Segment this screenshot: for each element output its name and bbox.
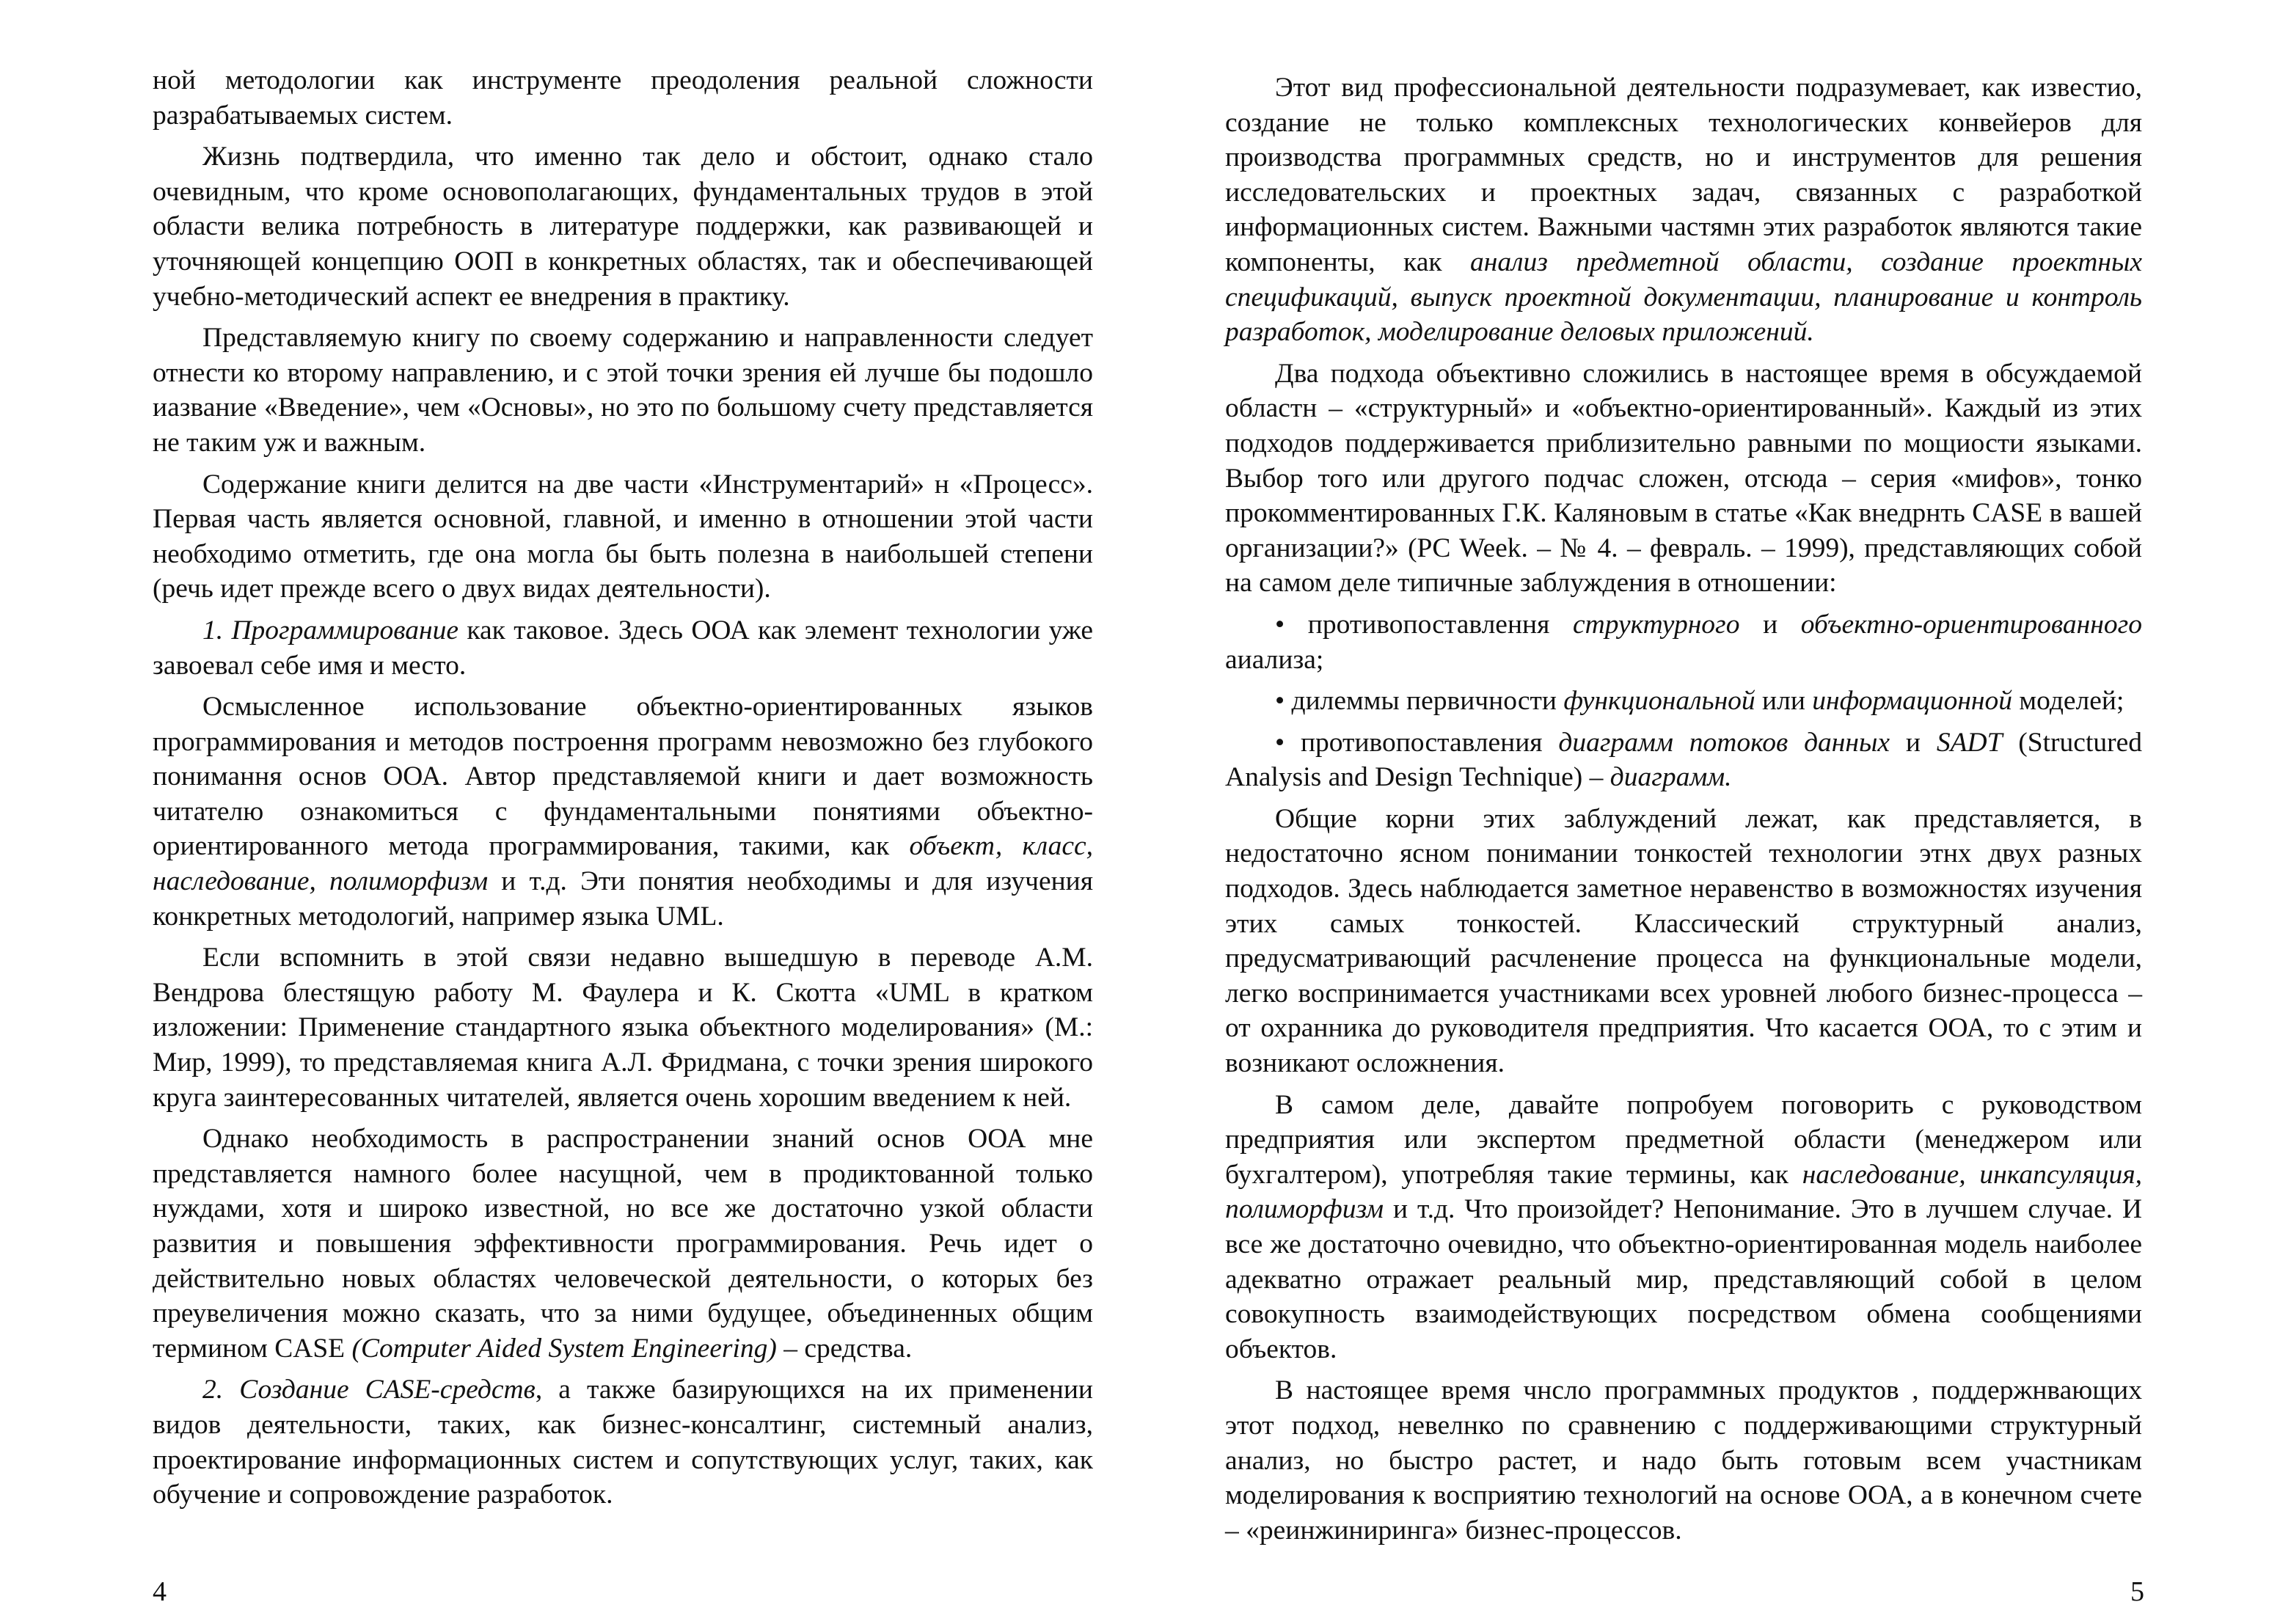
paragraph-text: или xyxy=(1755,686,1813,717)
italic-term: диаграмм. xyxy=(1610,762,1732,793)
paragraph xyxy=(153,613,1093,683)
paragraph-text: Однако необходимость в распространении знаний основ ООА мне представляется намного более насущной, чем в продиктованной только нуждами, хотя и широко известной, но все же достаточно узкой области развития и повышения эффективности программирования. Речь идет о действительно новых областях человеческой деятельности, о которых без преувеличения можно сказать, что за ними будущее, объединенных общим термином CASE xyxy=(153,1124,1093,1364)
paragraph-text: , а также базирующихся на их применении видов деятельности, таких, как бизнес-консалтинг, системный анализ, проектирование информационных систем и сопутствующих услуг, таких, как обучение и сопровождение разработок. xyxy=(153,1375,1093,1510)
paragraph xyxy=(153,1372,1093,1512)
page-number: 5 xyxy=(2130,1576,2144,1607)
page-number: 4 xyxy=(153,1576,167,1607)
bullet-item xyxy=(1225,684,2142,719)
paragraph: Общие корни этих заблуждений лежат, как представляется, в недостаточно ясном понимании тонкостей технологии этнх двух разных подходов. Здесь наблюдается заметное неравенство в возможностях изучения этих самых тонкостей. Классический структурный анализ, предусматривающий расчленение процесса на функциональные модели, легко воспринимается участниками всех уровней любого бизнес-процесса – от охранника до руководителя предприятия. Что касается ООА, то с этим и возникают осложнения. xyxy=(1225,803,2142,1079)
left-text-column xyxy=(153,63,1093,1519)
paragraph-text: и т.д. Что произойдет? Непонимание. Это в лучшем случае. И все же достаточно очевидно, что объектно-ориентированная модель наиболее адекватно отражает реальный мир, представляющий собой в целом совокупность взаимодействующих посредством обмена сообщениями объектов. xyxy=(1225,1194,2142,1364)
paragraph-text: аиализа; xyxy=(1225,644,1324,675)
paragraph-text: • противопоставления xyxy=(1275,727,1559,758)
paragraph xyxy=(1225,70,2142,350)
paragraph: Жизнь подтвердила, что именно так дело и обстоит, однако стало очевидным, что кроме основополагающих, фундаментальных трудов в этой области велика потребность в литературе поддержки, как развивающей и уточняющей концепцию ООП в конкретных областях, так и обеспечивающей учебно-методический аспект ее внедрения в практику. xyxy=(153,142,1093,312)
paragraph: ной методологии как инструменте преодоления реальной сложности разрабатываемых систем. xyxy=(153,65,1093,131)
paragraph-text: как таковое. Здесь ООА как элемент технологии уже завоевал себе имя и место. xyxy=(153,615,1093,681)
italic-term: анализ предметной области, создание проектных спецификаций, выпуск проектной документации, планирование и контроль разработок, моделирование деловых приложений. xyxy=(1225,246,2142,348)
italic-term: диаграмм потоков данных xyxy=(1558,727,1890,758)
italic-term: объектно-ориентированного xyxy=(1800,609,2142,640)
bullet-item xyxy=(1225,725,2142,795)
paragraph xyxy=(153,1122,1093,1366)
italic-term: наследование, инкапсуляция, полиморфизм xyxy=(1225,1159,2143,1225)
bullet-item xyxy=(1225,607,2142,677)
paragraph xyxy=(1225,1088,2142,1367)
italic-lead: 1. Программирование xyxy=(202,615,459,645)
paragraph-text: и xyxy=(1890,727,1937,758)
italic-lead: 2. Создание CASE-средств xyxy=(202,1375,536,1405)
italic-term: информационной xyxy=(1812,686,2013,717)
paragraph-text: моделей; xyxy=(2012,686,2124,717)
paragraph-text: и xyxy=(1739,609,1801,640)
paragraph: Два подхода объективно сложились в настоящее время в обсуждаемой областн – «структурный» и «объектно-ориентированный». Каждый из этих подходов поддерживается приблизительно равными по мощиости языками. Выбор того или другого подчас сложен, отсюда – серия «мифов», тонко прокомментированных Г.К. Каляновым в статье «Как внедрнть CASE в вашей организации?» (PC Week. – № 4. – февраль. – 1999), представляющих собой на самом деле типичные заблуждения в отношении: xyxy=(1225,358,2142,599)
italic-term: SADT xyxy=(1936,727,2003,758)
paragraph-text: и т.д. Эти понятия необходимы и для изучения конкретных методологий, например языка UML. xyxy=(153,866,1093,932)
right-text-column xyxy=(1225,70,2142,1554)
italic-term: объект, класс, наследование, полиморфизм xyxy=(153,831,1093,897)
paragraph: В настоящее время чнсло программных продуктов , поддержнвающих этот подход, невелнко по сравнению с поддерживающими структурный анализ, но быстро растет, и надо быть готовым всем участникам моделирования к восприятию технологий на основе ООА, а в конечном счете – «реинжиниринга» бизнес-процессов. xyxy=(1225,1375,2142,1546)
paragraph-text: • дилеммы первичности xyxy=(1275,686,1564,717)
paragraph: Представляемую книгу по своему содержанию и направленности следует отнести ко второму направлению, и с этой точки зрения ей лучше бы подошло иазвание «Введение», чем «Основы», но это по большому счету представляется не таким уж и важным. xyxy=(153,323,1093,458)
left-page xyxy=(0,0,1134,1624)
paragraph: Содержание книги делится на две части «Инструментарий» н «Процесс». Первая часть является основной, главной, и именно в отношении этой части необходимо отметить, где она могла бы быть полезна в наибольшей степени (речь идет прежде всего о двух видах деятельности). xyxy=(153,469,1093,604)
paragraph-text: Этот вид профессиональной деятельности подразумевает, как известио, создание не только комплексных технологических конвейеров для производства программных средств, но и инструментов для решения исследовательских и проектных задач, связанных с разработкой информационных систем. Важными частямн этих разработок являются такие компоненты, как xyxy=(1225,73,2142,277)
paragraph-text: – средства. xyxy=(776,1333,913,1364)
paragraph-text: Осмысленное использование объектно-ориентированных языков программирования и методов построення программ невозможно без глубокого понимання основ ООА. Автор представляемой книги и дает возможность читателю ознакомиться с фундаментальными понятиями объектно-ориентированного метода программирования, такими, как xyxy=(153,692,1093,862)
italic-term: функциональной xyxy=(1563,686,1755,717)
right-page xyxy=(1134,0,2269,1624)
italic-term: (Computer Aided System Engineering) xyxy=(351,1333,777,1364)
paragraph xyxy=(153,690,1093,934)
paragraph-text: • противопоставлення xyxy=(1275,609,1573,640)
paragraph: Если вспомнить в этой связи недавно вышедшую в переводе А.М. Вендрова блестящую работу М. Фаулера и К. Скотта «UML в кратком изложении: Применение стандартного языка объектного моделирования» (М.: Мир, 1999), то представляемая книга А.Л. Фридмана, с точки зрения широкого круга заинтересованных читателей, является очень хорошим введением к ней. xyxy=(153,943,1093,1113)
paragraph-text: В самом деле, давайте попробуем поговорить с руководством предприятия или экспертом предметной области (менеджером или бухгалтером), употребляя такие термины, как xyxy=(1225,1089,2142,1190)
italic-term: структурного xyxy=(1572,609,1740,640)
paragraph-text: (Structured Analysis and Design Technique) – xyxy=(1225,727,2142,793)
